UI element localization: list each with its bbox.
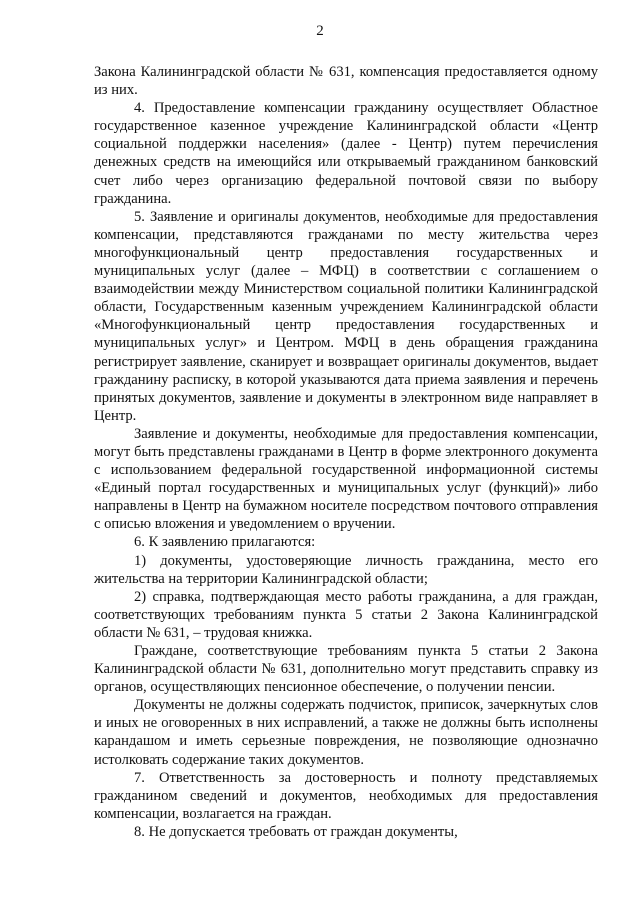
paragraph-item-4: 4. Предоставление компенсации гражданину осуществляет Областное государственное казенное учреждение Калининградской области «Центр социальной поддержки населения» (далее - Центр) путем перечисления денежных средств на имеющийся или открываемый гражданином банковский счет либо через организацию федеральной почтовой связи по выбору гражданина.: [94, 100, 598, 207]
paragraph-item-8: 8. Не допускается требовать от граждан документы,: [134, 823, 458, 840]
paragraph-item-5: 5. Заявление и оригиналы документов, необходимые для предоставления компенсации, представляются гражданами по месту жительства через многофункциональный центр предоставления государственных и муниципальных услуг (далее – МФЦ) в соответствии с соглашением о взаимодействии между Министерством социальной политики Калининградской области, Государственным казенным учреждением Калининградской области «Многофункциональный центр предоставления государственных и муниципальных услуг» и Центром. МФЦ в день обращения гражданина регистрирует заявление, сканирует и возвращает оригиналы документов, выдает гражданину расписку, в которой указываются дата приема заявления и перечень принятых документов, заявление и документы в электронном виде направляет в Центр.: [94, 208, 598, 424]
paragraph-document-requirements: Документы не должны содержать подчисток, приписок, зачеркнутых слов и иных не оговоренных в них исправлений, а также не должны быть исполнены карандашом и иметь серьезные повреждения, не позволяющие однозначно истолковать содержание таких документов.: [94, 697, 598, 768]
paragraph-item-6-2: 2) справка, подтверждающая место работы гражданина, а для граждан, соответствующих требованиям пункта 5 статьи 2 Закона Калининградской области № 631, – трудовая книжка.: [94, 588, 598, 641]
paragraph-pension-certificate: Граждане, соответствующие требованиям пункта 5 статьи 2 Закона Калининградской области № 631, дополнительно могут представить справку из органов, осуществляющих пенсионное обеспечение, о получении пенсии.: [94, 643, 598, 696]
paragraph-item-6: 6. К заявлению прилагаются:: [134, 534, 316, 551]
page-number: 2: [316, 23, 324, 39]
paragraph-item-6-1: 1) документы, удостоверяющие личность гражданина, место его жительства на территории Калининградской области;: [94, 552, 598, 587]
paragraph-item-7: 7. Ответственность за достоверность и полноту представляемых гражданином сведений и документов, необходимых для предоставления компенсации, возлагается на граждан.: [94, 769, 598, 822]
document-body: [94, 63, 598, 841]
paragraph-electronic-submission: Заявление и документы, необходимые для предоставления компенсации, могут быть представлены гражданами в Центр в форме электронного документа с использованием федеральной государственной информационной системы «Единый портал государственных и муниципальных услуг (функций)» либо направлены в Центр на бумажном носителе посредством почтового отправления с описью вложения и уведомлением о вручении.: [94, 425, 598, 533]
paragraph-continuation: Закона Калининградской области № 631, компенсация предоставляется одному из них.: [94, 64, 598, 99]
